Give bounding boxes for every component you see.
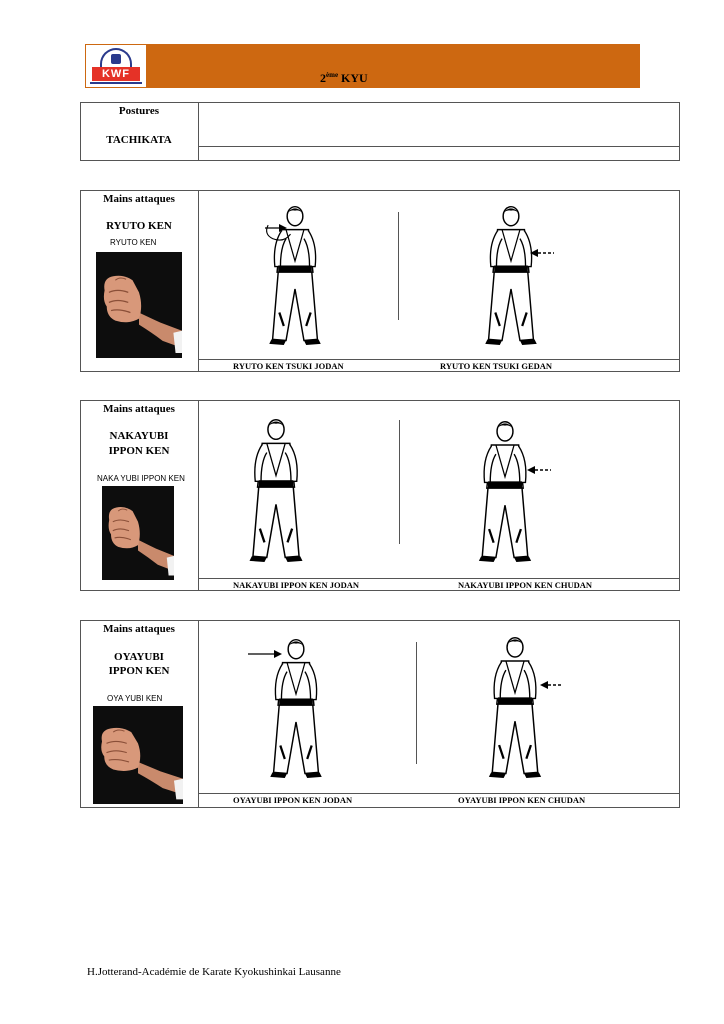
caption-left: NAKAYUBI IPPON KEN JODAN (233, 580, 360, 590)
kwf-logo (86, 45, 146, 87)
divider (198, 146, 680, 147)
figure-separator (399, 420, 400, 544)
divider (198, 578, 680, 579)
caption-left: OYAYUBI IPPON KEN JODAN (233, 795, 353, 805)
technique-name: OYAYUBI (114, 651, 164, 663)
arrow-left-dashed-icon (530, 244, 554, 262)
technique-name-line2: IPPON KEN (108, 665, 170, 677)
fist-photo (96, 252, 182, 358)
divider (198, 400, 199, 591)
logo-text: KWF (92, 67, 140, 81)
arrow-left-dashed-icon (540, 676, 562, 694)
caption-right: NAKAYUBI IPPON KEN CHUDAN (458, 580, 593, 590)
caption-left: RYUTO KEN TSUKI JODAN (233, 361, 344, 371)
karateka-chudan-figure (480, 636, 550, 778)
karateka-chudan-figure (470, 420, 540, 562)
logo-kanku-icon (111, 54, 121, 64)
footer-text: H.Jotterand-Académie de Karate Kyokushinkai Lausanne (87, 966, 341, 978)
karateka-gedan-figure (476, 205, 546, 345)
section-label: Mains attaques (103, 193, 175, 205)
fist-photo (93, 706, 183, 804)
arrow-right-icon (265, 219, 287, 237)
technique-name-line2: IPPON KEN (108, 445, 170, 457)
section-label: Mains attaques (103, 623, 175, 635)
photo-label: NAKA YUBI IPPON KEN (97, 474, 185, 483)
caption-right: RYUTO KEN TSUKI GEDAN (440, 361, 553, 371)
divider (198, 190, 199, 372)
divider (198, 359, 680, 360)
postures-label: Postures (118, 105, 160, 117)
figure-separator (416, 642, 417, 764)
technique-name: RYUTO KEN (106, 220, 172, 232)
section-label: Mains attaques (103, 403, 175, 415)
fist-photo (102, 486, 174, 580)
postures-name: TACHIKATA (106, 134, 172, 146)
arrow-left-dashed-icon (527, 461, 551, 479)
page-title: 2ème KYU (320, 71, 368, 85)
caption-right: OYAYUBI IPPON KEN CHUDAN (458, 795, 586, 805)
figure-separator (398, 212, 399, 320)
divider (198, 793, 680, 794)
divider (198, 102, 199, 161)
karateka-jodan-figure (240, 418, 312, 562)
divider (198, 620, 199, 808)
logo-underline (90, 82, 142, 84)
photo-label: RYUTO KEN (110, 238, 157, 247)
photo-label: OYA YUBI KEN (107, 694, 163, 703)
technique-name: NAKAYUBI (109, 430, 169, 442)
arrow-right-icon (248, 645, 282, 663)
